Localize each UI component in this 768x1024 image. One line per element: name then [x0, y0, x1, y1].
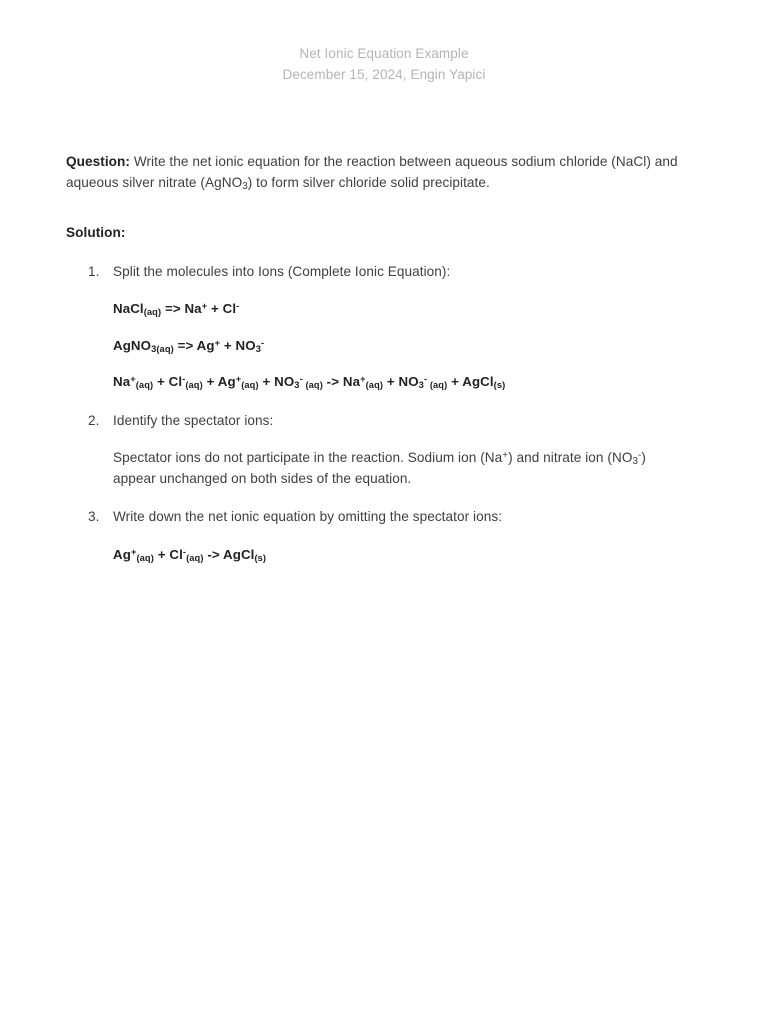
formula-text: + NO	[383, 374, 419, 389]
formula-superscript: +	[214, 337, 221, 348]
chemical-equation	[113, 299, 682, 320]
formula-subscript: 3	[255, 343, 261, 354]
document-body	[66, 152, 682, 565]
formula-subscript: (s)	[493, 380, 506, 391]
formula-superscript: +	[502, 449, 509, 461]
formula-subscript: (aq)	[365, 380, 384, 391]
document-header	[0, 44, 768, 85]
formula-text: + Cl	[207, 301, 237, 316]
formula-subscript: (aq)	[427, 380, 448, 391]
formula-superscript: -	[637, 449, 642, 461]
formula-text: + Cl	[153, 374, 183, 389]
formula-subscript: (aq)	[186, 552, 204, 563]
formula-superscript: +	[235, 374, 242, 385]
step-instruction: Identify the spectator ions:	[113, 412, 274, 428]
chemical-equation	[113, 545, 682, 566]
formula-subscript: (aq)	[143, 307, 162, 318]
formula-text: => Na	[161, 301, 202, 316]
formula-text: + Cl	[153, 546, 183, 562]
formula-superscript: +	[130, 374, 136, 385]
question-text-part2: ) to form silver chloride solid precipitate.	[247, 174, 490, 190]
formula-text: + NO	[220, 337, 256, 353]
formula-superscript: +	[360, 374, 366, 385]
chemical-equation	[113, 336, 682, 357]
formula-subscript: 3	[294, 380, 300, 391]
formula-text: Na	[113, 374, 131, 389]
step-instruction: Split the molecules into Ions (Complete Ionic Equation):	[113, 263, 451, 279]
document-title: Net Ionic Equation Example	[299, 46, 469, 61]
formula-superscript: -	[236, 301, 240, 312]
formula-text: Ag	[113, 546, 131, 562]
question-agno3-subscript: 3	[242, 180, 248, 192]
formula-subscript: 3(aq)	[151, 343, 174, 354]
solution-label: Solution:	[66, 225, 126, 240]
formula-text: ) and nitrate ion (NO	[508, 450, 633, 465]
formula-superscript: -	[260, 337, 265, 348]
formula-subscript: (aq)	[136, 552, 154, 563]
formula-text: + AgCl	[447, 374, 494, 389]
formula-subscript: (aq)	[241, 380, 259, 391]
formula-text: + NO	[258, 374, 295, 389]
formula-subscript: (aq)	[302, 380, 323, 391]
formula-text: Spectator ions do not participate in the reaction. Sodium ion (Na	[113, 450, 503, 465]
formula-superscript: +	[130, 546, 137, 557]
formula-text: ) appear unchanged on both sides of the equation.	[113, 450, 646, 486]
solution-step	[66, 262, 682, 393]
formula-superscript: -	[182, 546, 187, 557]
formula-subscript: (aq)	[135, 380, 154, 391]
formula-subscript: (aq)	[185, 380, 203, 391]
solution-step	[66, 411, 682, 490]
chemical-equation	[113, 372, 682, 393]
solution-steps-list	[66, 262, 682, 566]
formula-text: => Ag	[173, 337, 215, 353]
document-byline: December 15, 2024, Engin Yapici	[282, 66, 486, 82]
formula-text: + Ag	[202, 374, 236, 389]
formula-subscript: 3	[632, 456, 638, 468]
formula-superscript: -	[182, 374, 186, 385]
formula-superscript: +	[201, 301, 208, 312]
formula-text: AgNO	[113, 337, 152, 353]
formula-text: -> AgCl	[203, 546, 255, 562]
step-explanation	[113, 448, 682, 489]
formula-superscript: -	[423, 374, 428, 385]
question-label: Question:	[66, 154, 130, 169]
question-paragraph	[66, 152, 682, 193]
question-text-part1: Write the net ionic equation for the reaction between aqueous sodium chloride (NaCl) and aqueous silver nitrate (AgNO	[66, 154, 678, 190]
formula-text: -> Na	[322, 374, 361, 389]
formula-subscript: (s)	[254, 552, 267, 563]
solution-step	[66, 507, 682, 565]
formula-text: NaCl	[113, 301, 144, 316]
formula-superscript: -	[299, 374, 303, 385]
step-instruction: Write down the net ionic equation by omitting the spectator ions:	[113, 509, 503, 524]
formula-subscript: 3	[418, 380, 424, 391]
